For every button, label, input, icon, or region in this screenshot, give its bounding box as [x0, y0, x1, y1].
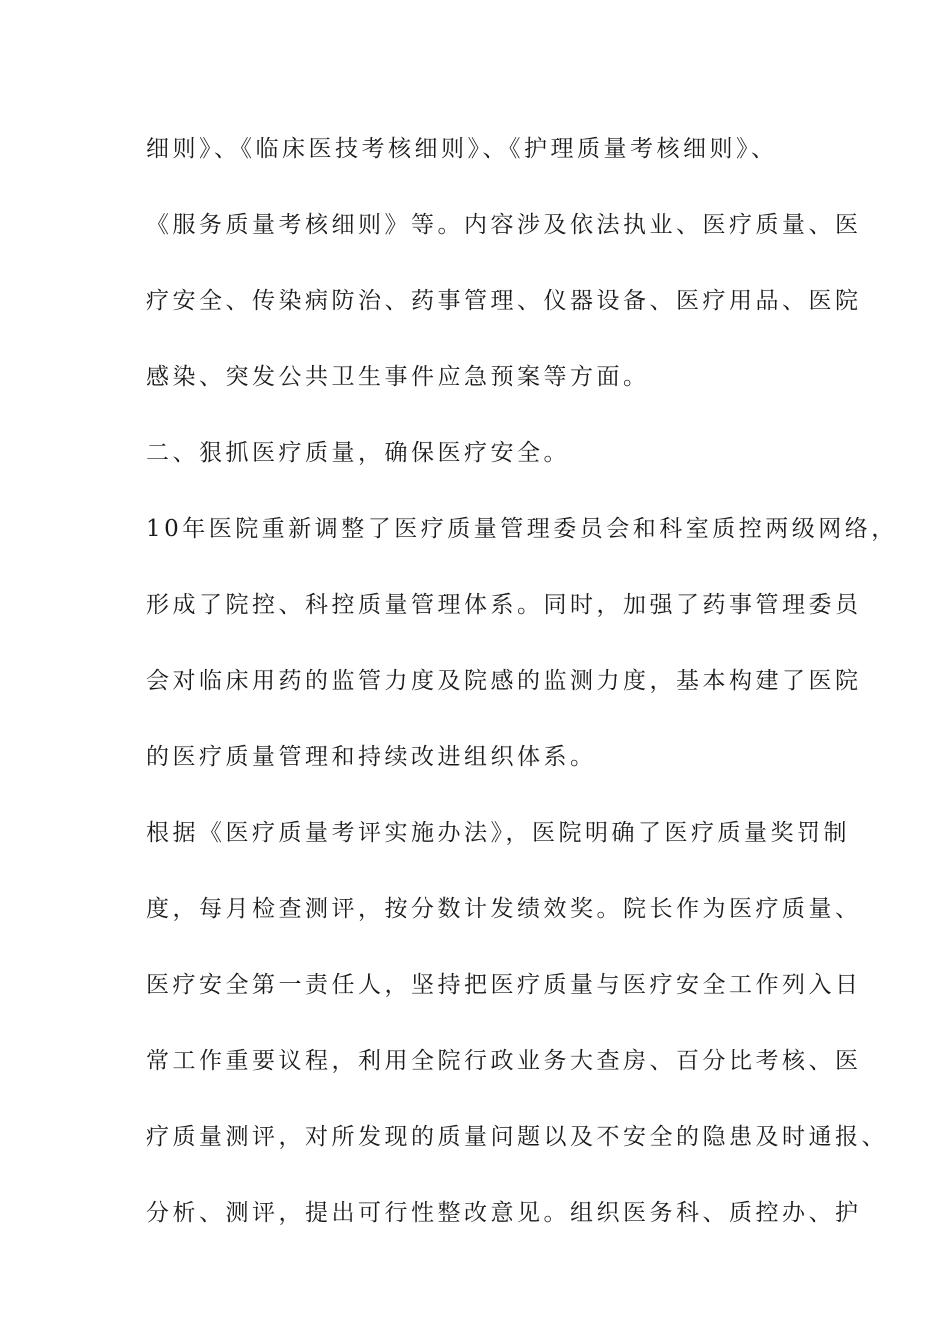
text-line: 10年医院重新调整了医疗质量管理委员会和科室质控两级网络， — [146, 516, 898, 542]
text-line: 度，每月检查测评，按分数计发绩效奖。院长作为医疗质量、 — [146, 896, 862, 922]
text-line: 疗质量测评，对所发现的质量问题以及不安全的隐患及时通报、 — [146, 1124, 888, 1150]
section-heading: 二、狠抓医疗质量，确保医疗安全。 — [146, 440, 570, 466]
text-line: 医疗安全第一责任人，坚持把医疗质量与医疗安全工作列入日 — [146, 972, 862, 998]
text-line: 《服务质量考核细则》等。内容涉及依法执业、医疗质量、医 — [146, 212, 862, 238]
text-line: 分析、测评，提出可行性整改意见。组织医务科、质控办、护 — [146, 1200, 862, 1226]
text-line: 根据《医疗质量考评实施办法》，医院明确了医疗质量奖罚制 — [146, 820, 850, 846]
text-line: 感染、突发公共卫生事件应急预案等方面。 — [146, 364, 650, 390]
text-line: 常工作重要议程，利用全院行政业务大查房、百分比考核、医 — [146, 1048, 862, 1074]
text-line: 细则》、《临床医技考核细则》、《护理质量考核细则》、 — [146, 136, 778, 162]
text-line: 疗安全、传染病防治、药事管理、仪器设备、医疗用品、医院 — [146, 288, 862, 314]
text-line: 形成了院控、科控质量管理体系。同时，加强了药事管理委员 — [146, 592, 862, 618]
body-text — [146, 127, 898, 1267]
text-line: 的医疗质量管理和持续改进组织体系。 — [146, 744, 597, 770]
text-line: 会对临床用药的监管力度及院感的监测力度，基本构建了医院 — [146, 668, 862, 694]
